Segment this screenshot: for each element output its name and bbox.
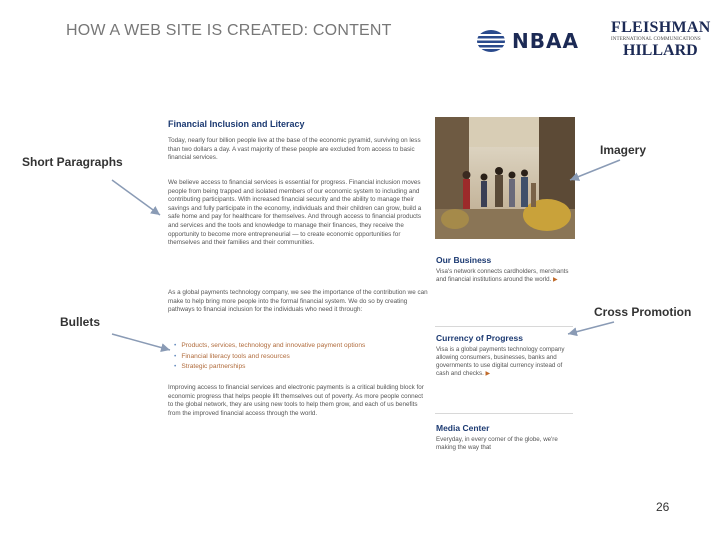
callout-bullets: Bullets bbox=[60, 315, 101, 329]
body-paragraph-3: As a global payments technology company, we see the importance of the contribution we can make to help bring more people into the formal financial system. We do so by creating pathways to financial inclusion for the individuals who need it through: bbox=[168, 289, 428, 314]
sidebar-our-business[interactable] bbox=[436, 255, 576, 284]
sidebar-heading: Media Center bbox=[436, 423, 490, 433]
bullet-item-text: Financial literacy tools and resources bbox=[181, 352, 290, 360]
bullet-item[interactable] bbox=[174, 362, 414, 373]
callout-short-paragraphs: Short Paragraphs bbox=[22, 155, 123, 169]
nbaa-globe-icon bbox=[476, 29, 506, 53]
sidebar-divider bbox=[435, 413, 573, 414]
bullet-icon: • bbox=[174, 363, 177, 370]
body-paragraph-4: Improving access to financial services and electronic payments is a critical building block for economic progress that helps people lift themselves out of poverty. As more people connect to the global network, they are using new tools to help them grow, and each of us benefits from the improved financial access through the world. bbox=[168, 384, 424, 417]
bullet-item-text: Products, services, technology and innovative payment options bbox=[181, 342, 366, 349]
arrow-short-paragraphs bbox=[112, 180, 160, 215]
bullet-list bbox=[174, 341, 414, 373]
more-arrow-icon[interactable]: ▶ bbox=[485, 370, 491, 377]
bullet-icon: • bbox=[174, 352, 177, 360]
sidebar-divider bbox=[435, 326, 573, 327]
fleishman-hillard-logo bbox=[611, 19, 711, 62]
page-number: 26 bbox=[656, 500, 670, 514]
sidebar-text: Visa's network connects cardholders, merchants and financial institutions around the world. bbox=[436, 268, 569, 283]
sidebar-currency-of-progress[interactable] bbox=[436, 333, 576, 378]
fleishman-tagline: INTERNATIONAL COMMUNICATIONS bbox=[611, 37, 701, 42]
more-arrow-icon[interactable]: ▶ bbox=[552, 276, 558, 283]
callout-imagery: Imagery bbox=[600, 143, 647, 157]
bullet-item-text: Strategic partnerships bbox=[181, 363, 246, 370]
bullet-item[interactable] bbox=[174, 352, 414, 363]
sidebar-heading: Currency of Progress bbox=[436, 333, 523, 343]
slide-title: HOW A WEB SITE IS CREATED: CONTENT bbox=[66, 22, 392, 39]
sidebar-media-center[interactable] bbox=[436, 423, 576, 452]
webpage-screenshot bbox=[160, 113, 438, 443]
callout-cross-promotion: Cross Promotion bbox=[594, 305, 692, 319]
market-photo bbox=[435, 117, 575, 239]
hillard-wordmark: HILLARD bbox=[623, 42, 698, 59]
webpage-heading: Financial Inclusion and Literacy bbox=[168, 119, 305, 129]
body-paragraph-2: We believe access to financial services is essential for progress. Financial inclusion moves people from being trapped and isolated members of our economic system to including and contributing participants. With increased financial security and the ability to manage their savings and fully participate in the economy, individuals and their children can grow, build a safe home and pay for healthcare for themselves. And through access to financial products and services and the tools and knowledge to manage their finances, they receive the opportunity to become more entrepreneurial — to create economic opportunities for themselves and their families and their communities. bbox=[168, 179, 422, 247]
nbaa-logo bbox=[476, 24, 596, 58]
sidebar-text: Everyday, in every corner of the globe, we're making the way that bbox=[436, 436, 558, 451]
bullet-item[interactable] bbox=[174, 341, 414, 352]
nbaa-wordmark: NBAA bbox=[512, 29, 579, 53]
sidebar-heading: Our Business bbox=[436, 255, 492, 265]
fleishman-wordmark: FLEISHMAN bbox=[611, 19, 711, 36]
arrow-imagery bbox=[570, 160, 620, 180]
intro-paragraph: Today, nearly four billion people live at the base of the economic pyramid, surviving on less than two dollars a day. A vast majority of these people are excluded from access to basic financial services. bbox=[168, 137, 421, 162]
sidebar-text: Visa is a global payments technology company allowing consumers, businesses, banks and governments to use digital currency instead of cash and checks. bbox=[436, 346, 565, 377]
bullet-icon: • bbox=[174, 342, 177, 349]
